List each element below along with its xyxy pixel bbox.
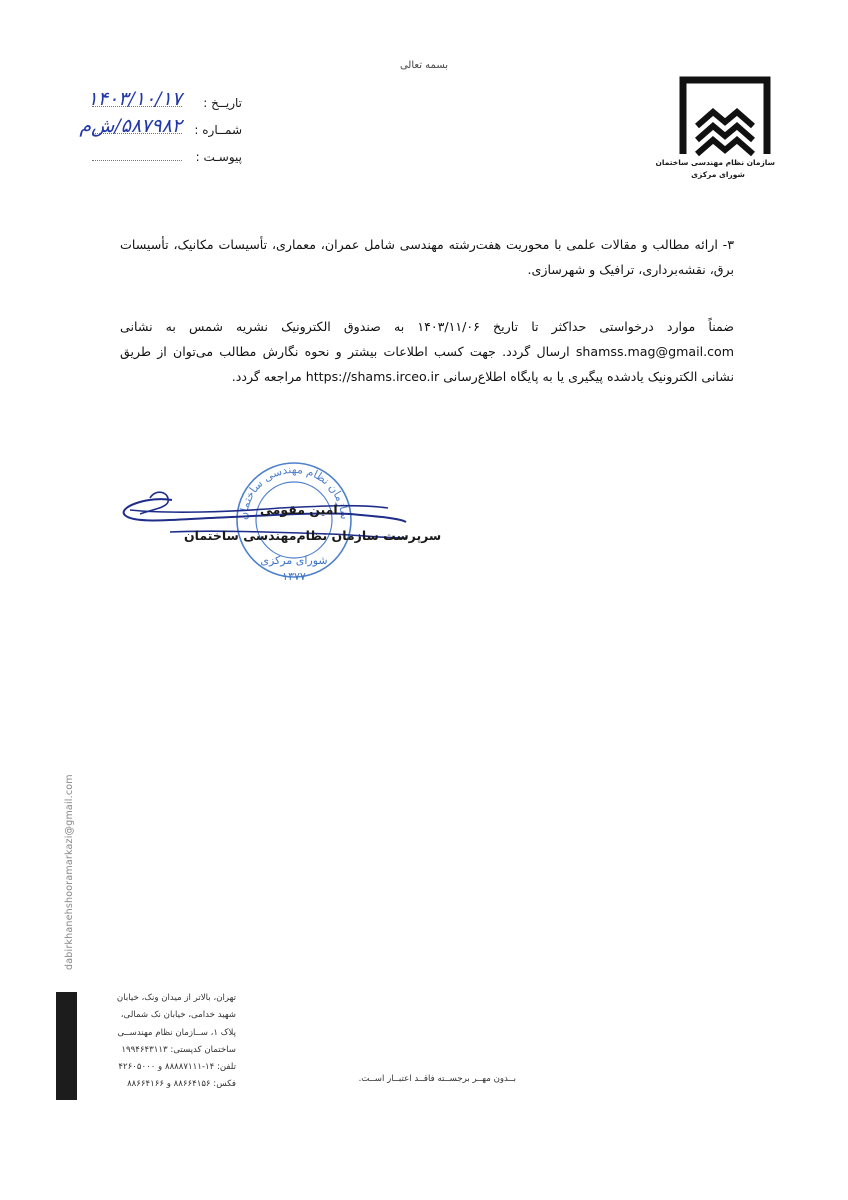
attachment-dots (92, 160, 182, 161)
building-engineering-logo-icon (675, 74, 775, 158)
seal-center-text: شورای مرکزی (260, 554, 328, 567)
website-link[interactable]: https://shams.irceo.ir (305, 369, 440, 384)
paragraph-2-part-c: مراجعه گردد. (231, 369, 302, 384)
footer-bar (56, 992, 77, 1100)
seal-year-text: ۱۳۷۷ (282, 570, 306, 583)
side-email (64, 760, 80, 970)
paragraph-2-part-a: ضمناً موارد درخواستی حداکثر تا تاریخ ۱۴۰۳/۱۱/۰۶ به صندوق الکترونیک نشریه شمس به نشانی (120, 319, 734, 334)
seal-ring-text: سازمان نظام مهندسی ساختمان (236, 462, 352, 521)
signatory-name: امین مقومی (260, 502, 338, 517)
signatory-title: سرپرست سازمان نظام‌مهندسی ساختمان (184, 528, 442, 543)
address-line: شهید خدامی، خیابان نک شمالی، (120, 1010, 236, 1021)
attachment-row (82, 150, 242, 177)
side-email-text: dabirkhanehshooramarkazi@gmail.com (64, 774, 75, 970)
email-link[interactable]: shamss.mag@gmail.com (575, 344, 734, 359)
address-line: تلفن: ۱۴-۸۸۸۸۷۱۱۱ و ۴۲۶۰۵۰۰۰ (118, 1062, 236, 1073)
date-value: ۱۴۰۳/۱۰/۱۷ (87, 88, 182, 110)
address-line: پلاک ۱، ســازمان نظام مهندســی (117, 1027, 236, 1038)
footer-note: بــدون مهــر برجســته فاقــد اعتبــار اســت. (358, 1074, 516, 1084)
attachment-label: پیوسـت : (195, 150, 242, 164)
number-row (79, 115, 242, 150)
paragraph-1: ۳- ارائه مطالب و مقالات علمی با محوریت هفت‌رشته مهندسی شامل عمران، معماری، تأسیسات مکانیک، تأسیسات برق، نقشه‌برداری، ترافیک و شهرسازی. (120, 237, 734, 277)
address-line: فکس: ۸۸۶۶۴۱۵۶ و ۸۸۶۶۴۱۶۶ (127, 1079, 236, 1090)
official-seal-icon (237, 463, 351, 583)
number-value: ۵۸۷۹۸۲/ش‌م (79, 115, 182, 137)
org-name: سازمان نظام مهندسی ساختمان (655, 158, 775, 167)
number-label: شمــاره : (194, 123, 242, 137)
signature-block (110, 458, 442, 598)
date-label: تاریــخ : (203, 96, 242, 110)
address-line: ساختمان کدپستی: ۱۹۹۴۶۴۳۱۱۳ (121, 1044, 236, 1055)
bismillah-heading: بسمه تعالی (399, 60, 449, 71)
org-logo (655, 74, 775, 184)
org-council: شورای مرکزی (691, 170, 745, 179)
footer-address (96, 990, 236, 1094)
address-line: تهران، بالاتر از میدان ونک، خیابان (116, 993, 236, 1003)
paragraph-2-part-b: ارسال گردد. جهت کسب اطلاعات بیشتر و نحوه نگارش مطالب می‌توان از طریق نشانی الکترونیک یادشده پیگیری یا به پایگاه اطلاع‌رسانی (120, 344, 734, 384)
paragraph-2 (120, 314, 734, 389)
letter-meta (79, 88, 242, 177)
